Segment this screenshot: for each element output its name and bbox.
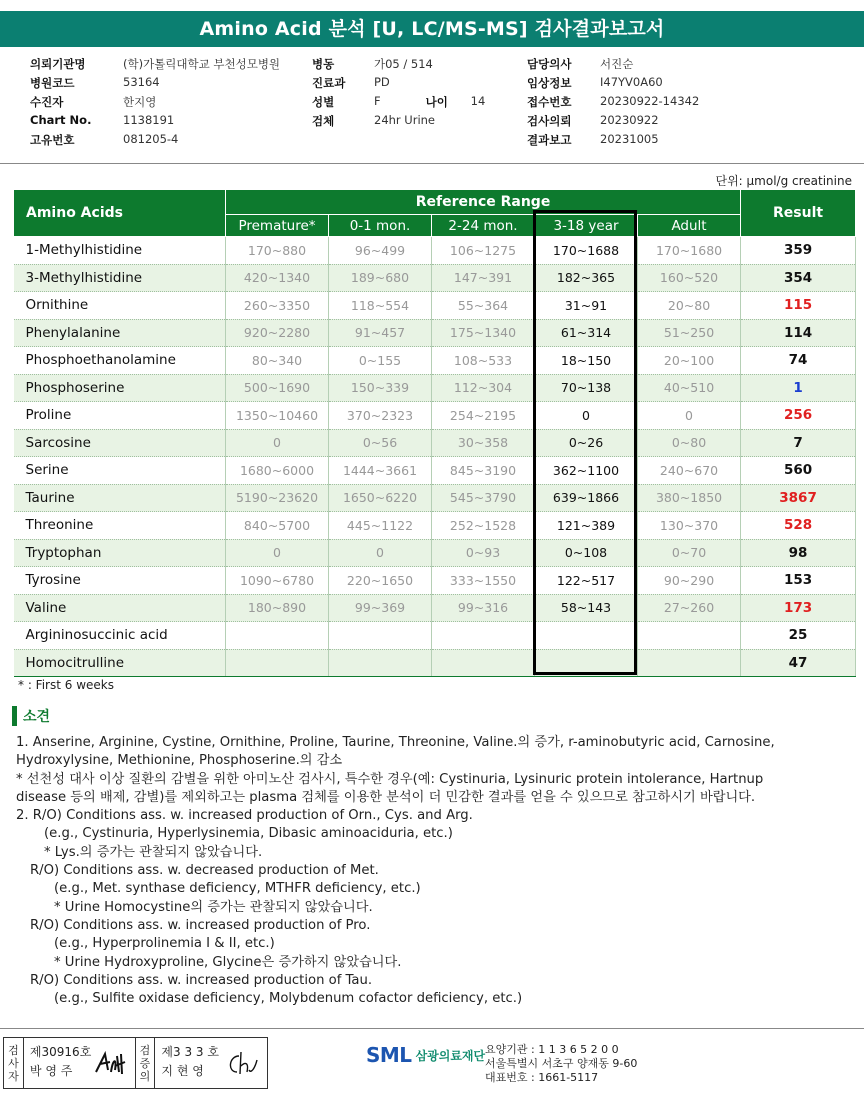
patient-row [30, 132, 280, 151]
note-line: 2. R/O) Conditions ass. w. increased production of Orn., Cys. and Arg. [16, 808, 473, 824]
reference-range-cell: 130~370 [638, 512, 741, 540]
reference-range-cell: 1444~3661 [329, 457, 432, 485]
reference-range-cell: 362~1100 [535, 457, 638, 485]
result-cell: 98 [741, 539, 856, 567]
reference-range-cell: 0~93 [432, 539, 535, 567]
reference-range-cell [329, 622, 432, 650]
divider [0, 163, 864, 164]
reference-range-cell: 80~340 [226, 347, 329, 375]
patient-label: 고유번호 [30, 133, 75, 147]
result-cell: 560 [741, 457, 856, 485]
reference-range-cell: 18~150 [535, 347, 638, 375]
findings-notes [16, 734, 856, 1008]
subheader-premature: Premature* [226, 215, 329, 237]
reference-range-cell: 500~1690 [226, 374, 329, 402]
patient-row [312, 56, 485, 75]
signature-mark-left [93, 1050, 127, 1078]
reference-range-cell: 220~1650 [329, 567, 432, 595]
note-line: R/O) Conditions ass. w. decreased production of Met. [30, 863, 379, 879]
patient-label: Chart No. [30, 113, 92, 127]
patient-row [30, 94, 280, 113]
reference-range-cell: 370~2323 [329, 402, 432, 430]
section-title: 소견 [23, 709, 51, 725]
reference-range-cell: 121~389 [535, 512, 638, 540]
note-line: (e.g., Met. synthase deficiency, MTHFR deficiency, etc.) [54, 881, 421, 897]
reference-range-cell: 99~316 [432, 594, 535, 622]
signature-mark-right [225, 1050, 259, 1078]
note-line: * Urine Hydroxyproline, Glycine은 증가하지 않았습니다. [54, 954, 402, 970]
table-row [14, 237, 856, 265]
reference-range-cell: 0~155 [329, 347, 432, 375]
reference-range-cell: 545~3790 [432, 484, 535, 512]
note-line: * Urine Homocystine의 증가는 관찰되지 않았습니다. [54, 899, 373, 915]
table-row [14, 512, 856, 540]
amino-acid-table [13, 189, 856, 677]
reference-range-cell: 170~1680 [638, 237, 741, 265]
patient-label: 병원코드 [30, 76, 75, 90]
result-cell: 47 [741, 649, 856, 677]
amino-acid-name: Sarcosine [14, 429, 226, 457]
result-cell: 256 [741, 402, 856, 430]
result-cell: 7 [741, 429, 856, 457]
result-cell: 1 [741, 374, 856, 402]
patient-value: 서진순 [600, 57, 634, 71]
note-line: Hydroxylysine, Methionine, Phosphoserine.의 감소 [16, 753, 343, 769]
amino-acid-name: Valine [14, 594, 226, 622]
lab-code: 요양기관 : 1 1 3 6 5 2 0 0 [485, 1043, 619, 1056]
patient-value: 1138191 [123, 113, 175, 127]
patient-label: 성별 [312, 95, 335, 109]
reference-range-cell [432, 649, 535, 677]
reference-range-cell: 61~314 [535, 319, 638, 347]
amino-acid-name: Threonine [14, 512, 226, 540]
amino-acid-name: 3-Methylhistidine [14, 264, 226, 292]
signature-right [155, 1038, 267, 1088]
subheader-3-18-year: 3-18 year [535, 215, 638, 237]
reference-range-cell: 333~1550 [432, 567, 535, 595]
lab-address: 서울특별시 서초구 양재동 9-60 [485, 1057, 638, 1070]
subheader-2-24-mon: 2-24 mon. [432, 215, 535, 237]
patient-label: 접수번호 [527, 95, 572, 109]
reference-range-cell [329, 649, 432, 677]
patient-row [527, 75, 699, 94]
amino-acid-name: Ornithine [14, 292, 226, 320]
reference-range-cell: 182~365 [535, 264, 638, 292]
patient-label: 수진자 [30, 95, 64, 109]
logo-mark: SML [366, 1043, 412, 1067]
header-reference-range: Reference Range [226, 190, 741, 215]
patient-value: 081205-4 [123, 132, 179, 146]
amino-acid-name: Phosphoserine [14, 374, 226, 402]
reference-range-cell: 147~391 [432, 264, 535, 292]
patient-row [30, 75, 280, 94]
logo-name: 삼광의료재단 [415, 1048, 486, 1063]
patient-row [527, 113, 699, 132]
patient-info [0, 52, 864, 164]
unit-label: 단위: μmol/g creatinine [715, 174, 852, 188]
result-cell: 114 [741, 319, 856, 347]
reference-range-cell: 31~91 [535, 292, 638, 320]
reference-range-cell [638, 622, 741, 650]
amino-acid-name: 1-Methylhistidine [14, 237, 226, 265]
result-cell: 153 [741, 567, 856, 595]
amino-acid-name: Argininosuccinic acid [14, 622, 226, 650]
subheader-0-1-mon: 0-1 mon. [329, 215, 432, 237]
table-row [14, 347, 856, 375]
section-findings [12, 705, 50, 727]
reference-range-cell [535, 649, 638, 677]
patient-label: 결과보고 [527, 133, 572, 147]
table-row [14, 622, 856, 650]
table-row [14, 402, 856, 430]
amino-acid-name: Taurine [14, 484, 226, 512]
patient-label: 진료과 [312, 76, 346, 90]
reference-range-cell: 445~1122 [329, 512, 432, 540]
note-line: R/O) Conditions ass. w. increased production of Tau. [30, 972, 373, 988]
reference-range-cell: 99~369 [329, 594, 432, 622]
reference-range-cell: 240~670 [638, 457, 741, 485]
patient-row [312, 113, 485, 132]
reference-range-cell: 254~2195 [432, 402, 535, 430]
result-cell: 115 [741, 292, 856, 320]
result-cell: 528 [741, 512, 856, 540]
patient-row [527, 132, 699, 151]
patient-value: F [374, 94, 381, 108]
reference-range-cell: 55~364 [432, 292, 535, 320]
reference-range-cell: 118~554 [329, 292, 432, 320]
patient-label: 담당의사 [527, 57, 572, 71]
amino-acid-name: Homocitrulline [14, 649, 226, 677]
reference-range-cell: 96~499 [329, 237, 432, 265]
reference-range-cell [226, 649, 329, 677]
result-cell: 173 [741, 594, 856, 622]
patient-label: 검사의뢰 [527, 114, 572, 128]
table-row [14, 649, 856, 677]
reference-range-cell: 189~680 [329, 264, 432, 292]
reference-range-cell: 0 [329, 539, 432, 567]
patient-value: 20231005 [600, 132, 659, 146]
signature-label-right: 검 증 의 [136, 1038, 156, 1088]
patient-label: 검체 [312, 114, 335, 128]
amino-acid-name: Proline [14, 402, 226, 430]
patient-label: 병동 [312, 57, 335, 71]
reference-range-cell [226, 622, 329, 650]
patient-info-col1 [30, 56, 280, 151]
signature-label-left: 검 사 자 [4, 1038, 24, 1088]
patient-value: 53164 [123, 75, 160, 89]
note-line: (e.g., Sulfite oxidase deficiency, Molybdenum cofactor deficiency, etc.) [54, 991, 523, 1007]
patient-value: 24hr Urine [374, 113, 436, 127]
reference-range-cell: 0~26 [535, 429, 638, 457]
patient-row [30, 56, 280, 75]
note-line: 1. Anserine, Arginine, Cystine, Ornithine, Proline, Taurine, Threonine, Valine.의 증가, r-aminobutyric acid, Carnosine, [16, 735, 775, 750]
patient-age-value: 14 [470, 94, 486, 108]
reference-range-cell: 920~2280 [226, 319, 329, 347]
amino-acid-name: Phosphoethanolamine [14, 347, 226, 375]
reference-range-cell: 0~108 [535, 539, 638, 567]
table-row [14, 567, 856, 595]
signature-box [3, 1037, 268, 1089]
table-row [14, 319, 856, 347]
reference-range-cell: 252~1528 [432, 512, 535, 540]
result-cell: 3867 [741, 484, 856, 512]
patient-value: PD [374, 75, 390, 89]
name-left: 박 영 주 [29, 1064, 73, 1078]
amino-acid-name: Phenylalanine [14, 319, 226, 347]
table-row [14, 457, 856, 485]
lab-phone: 대표번호 : 1661-5117 [485, 1071, 599, 1084]
note-line: (e.g., Hyperprolinemia I & II, etc.) [54, 936, 275, 952]
reference-range-cell: 70~138 [535, 374, 638, 402]
reference-range-cell [432, 622, 535, 650]
table-row [14, 594, 856, 622]
footer-divider [0, 1028, 864, 1029]
footnote: * : First 6 weeks [18, 678, 114, 692]
patient-value: 한지영 [123, 95, 157, 109]
table-row [14, 374, 856, 402]
reference-range-cell: 0 [535, 402, 638, 430]
reference-range-cell: 106~1275 [432, 237, 535, 265]
license-no-right: 제3 3 3 호 [161, 1045, 219, 1059]
result-cell: 359 [741, 237, 856, 265]
reference-range-cell: 91~457 [329, 319, 432, 347]
patient-value: (학)가톨릭대학교 부천성모병원 [123, 57, 281, 71]
section-marker [12, 706, 17, 726]
reference-range-cell: 170~1688 [535, 237, 638, 265]
reference-range-cell: 1650~6220 [329, 484, 432, 512]
patient-label: 임상정보 [527, 76, 572, 90]
header-amino-acids: Amino Acids [14, 190, 226, 237]
reference-range-cell: 1680~6000 [226, 457, 329, 485]
reference-range-cell: 160~520 [638, 264, 741, 292]
table-row [14, 264, 856, 292]
patient-label: 의뢰기관명 [30, 57, 86, 71]
reference-range-cell: 0~70 [638, 539, 741, 567]
patient-value: I47YV0A60 [600, 75, 663, 89]
reference-range-cell: 175~1340 [432, 319, 535, 347]
result-cell: 74 [741, 347, 856, 375]
reference-range-cell: 5190~23620 [226, 484, 329, 512]
reference-range-cell: 380~1850 [638, 484, 741, 512]
patient-value: 20230922 [600, 113, 659, 127]
reference-range-cell [638, 649, 741, 677]
reference-range-cell: 112~304 [432, 374, 535, 402]
result-cell: 354 [741, 264, 856, 292]
reference-range-cell: 0~80 [638, 429, 741, 457]
reference-range-cell: 51~250 [638, 319, 741, 347]
patient-row [527, 94, 699, 113]
table-row [14, 292, 856, 320]
patient-value: 가05 / 514 [374, 57, 433, 71]
reference-range-cell: 40~510 [638, 374, 741, 402]
reference-range-cell: 840~5700 [226, 512, 329, 540]
patient-age-label: 나이 [425, 95, 448, 109]
note-line: * 선천성 대사 이상 질환의 감별을 위한 아미노산 검사시, 특수한 경우(예: Cystinuria, Lysinuric protein intolerance, Hartnup [16, 771, 764, 787]
reference-range-cell: 0 [226, 539, 329, 567]
reference-range-cell: 845~3190 [432, 457, 535, 485]
reference-range-cell: 30~358 [432, 429, 535, 457]
result-cell: 25 [741, 622, 856, 650]
table-row [14, 484, 856, 512]
lab-info [485, 1043, 637, 1085]
reference-range-cell: 58~143 [535, 594, 638, 622]
reference-range-cell: 170~880 [226, 237, 329, 265]
note-line: disease 등의 배제, 감별)를 제외하고는 plasma 검체를 이용한 분석이 더 민감한 결과를 얻을 수 있으므로 참고하시기 바랍니다. [16, 789, 756, 805]
amino-acid-name: Tyrosine [14, 567, 226, 595]
note-line: R/O) Conditions ass. w. increased production of Pro. [30, 917, 371, 933]
reference-range-cell [535, 622, 638, 650]
reference-range-cell: 180~890 [226, 594, 329, 622]
license-no-left: 제30916호 [29, 1045, 92, 1059]
table-row [14, 429, 856, 457]
note-line: (e.g., Cystinuria, Hyperlysinemia, Dibasic aminoaciduria, etc.) [44, 826, 453, 842]
patient-info-col2 [312, 56, 485, 132]
patient-row [312, 94, 485, 113]
table-row [14, 539, 856, 567]
reference-range-cell: 108~533 [432, 347, 535, 375]
reference-range-cell: 1090~6780 [226, 567, 329, 595]
reference-range-cell: 639~1866 [535, 484, 638, 512]
patient-info-col3 [527, 56, 699, 151]
patient-row [30, 113, 280, 132]
patient-value: 20230922-14342 [600, 94, 700, 108]
reference-range-cell: 0 [226, 429, 329, 457]
report-title: Amino Acid 분석 [U, LC/MS-MS] 검사결과보고서 [0, 11, 864, 47]
reference-range-cell: 20~80 [638, 292, 741, 320]
patient-row [527, 56, 699, 75]
patient-row [312, 75, 485, 94]
reference-range-cell: 260~3350 [226, 292, 329, 320]
reference-range-cell: 420~1340 [226, 264, 329, 292]
reference-range-cell: 27~260 [638, 594, 741, 622]
sml-logo [366, 1043, 485, 1067]
amino-acid-name: Tryptophan [14, 539, 226, 567]
reference-range-cell: 0~56 [329, 429, 432, 457]
note-line: * Lys.의 증가는 관찰되지 않았습니다. [44, 844, 263, 860]
reference-range-cell: 0 [638, 402, 741, 430]
name-right: 지 현 영 [161, 1064, 204, 1078]
reference-range-cell: 150~339 [329, 374, 432, 402]
reference-range-cell: 90~290 [638, 567, 741, 595]
reference-range-cell: 122~517 [535, 567, 638, 595]
subheader-adult: Adult [638, 215, 741, 237]
header-result: Result [741, 190, 856, 237]
signature-left [24, 1038, 136, 1088]
reference-range-cell: 20~100 [638, 347, 741, 375]
reference-range-cell: 1350~10460 [226, 402, 329, 430]
amino-acid-name: Serine [14, 457, 226, 485]
